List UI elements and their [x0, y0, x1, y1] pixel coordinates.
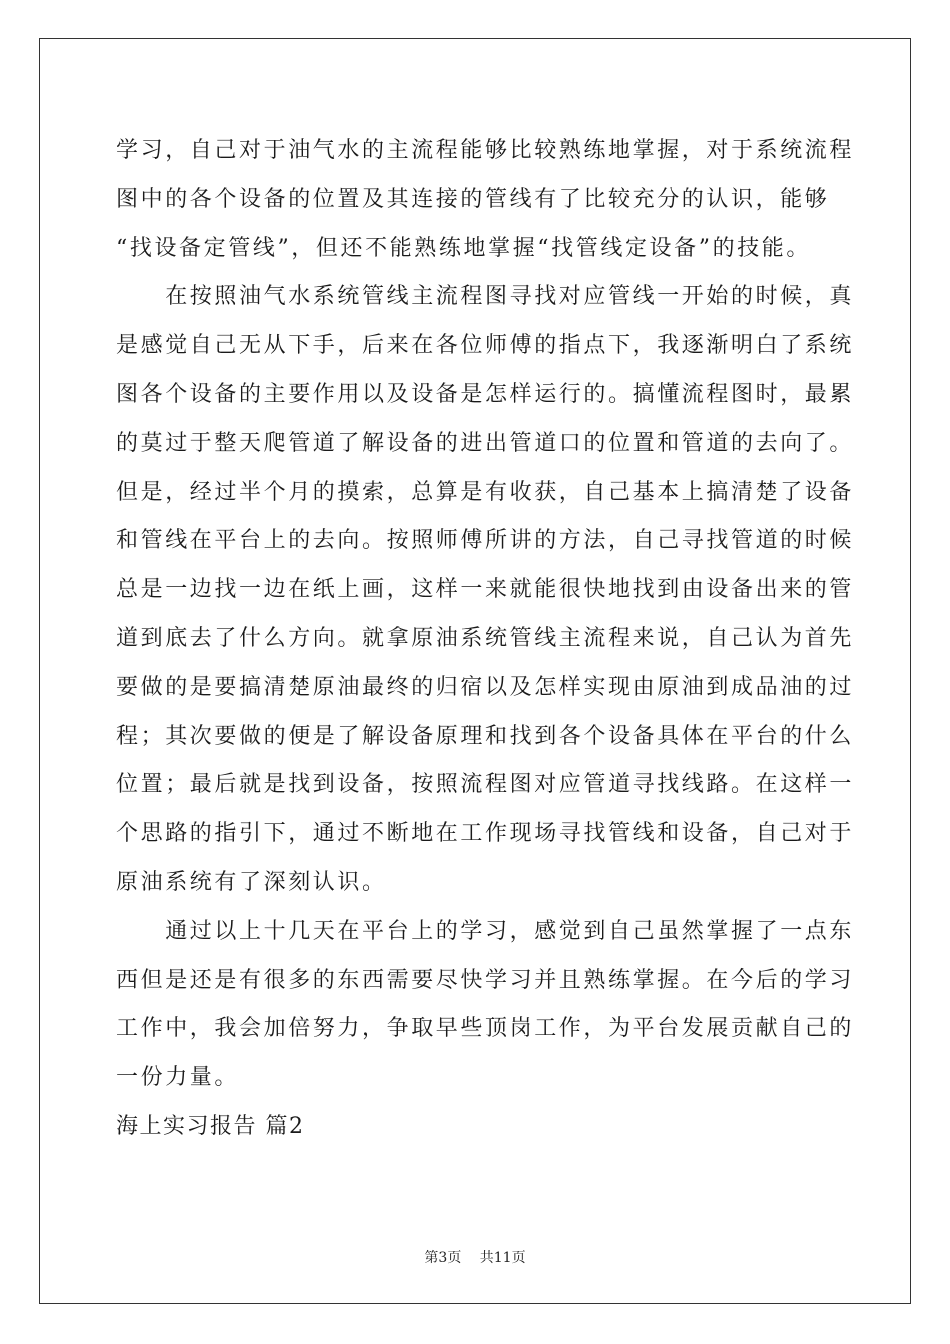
text-line: 通过以上十几天在平台上的学习，感觉到自己虽然掌握了一点东 [116, 918, 855, 944]
text-line: 道到底去了什么方向。就拿原油系统管线主流程来说，自己认为首先 [116, 625, 855, 651]
text-line: “找设备定管线”，但还不能熟练地掌握“找管线定设备”的技能。 [116, 235, 811, 261]
text-line: 是感觉自己无从下手，后来在各位师傅的指点下，我逐渐明白了系统 [116, 333, 855, 359]
text-line: 图中的各个设备的位置及其连接的管线有了比较充分的认识，能够 [116, 186, 830, 212]
document-body [116, 127, 855, 1152]
page-number-footer: 第3页 共11页 [424, 1250, 526, 1266]
text-line: 程；其次要做的便是了解设备原理和找到各个设备具体在平台的什么 [116, 723, 855, 749]
text-line: 学习，自己对于油气水的主流程能够比较熟练地掌握，对于系统流程 [116, 138, 855, 163]
text-line: 个思路的指引下，通过不断地在工作现场寻找管线和设备，自己对于 [116, 821, 855, 847]
text-line: 在按照油气水系统管线主流程图寻找对应管线一开始的时候，真 [116, 284, 855, 310]
text-line: 原油系统有了深刻认识。 [116, 869, 387, 895]
text-line: 一份力量。 [116, 1065, 240, 1091]
text-line: 和管线在平台上的去向。按照师傅所讲的方法，自己寻找管道的时候 [116, 528, 855, 554]
text-line: 西但是还是有很多的东西需要尽快学习并且熟练掌握。在今后的学习 [116, 967, 855, 993]
text-line: 但是，经过半个月的摸索，总算是有收获，自己基本上搞清楚了设备 [116, 479, 855, 505]
text-line: 工作中，我会加倍努力，争取早些顶岗工作，为平台发展贡献自己的 [116, 1016, 855, 1042]
text-line: 的莫过于整天爬管道了解设备的进出管道口的位置和管道的去向了。 [116, 430, 855, 456]
section-heading: 海上实习报告 篇2 [116, 1113, 305, 1139]
text-line: 总是一边找一边在纸上画，这样一来就能很快地找到由设备出来的管 [116, 577, 855, 603]
text-line: 图各个设备的主要作用以及设备是怎样运行的。搞懂流程图时，最累 [116, 381, 855, 407]
text-line: 要做的是要搞清楚原油最终的归宿以及怎样实现由原油到成品油的过 [116, 674, 855, 700]
text-line: 位置；最后就是找到设备，按照流程图对应管道寻找线路。在这样一 [116, 772, 855, 798]
